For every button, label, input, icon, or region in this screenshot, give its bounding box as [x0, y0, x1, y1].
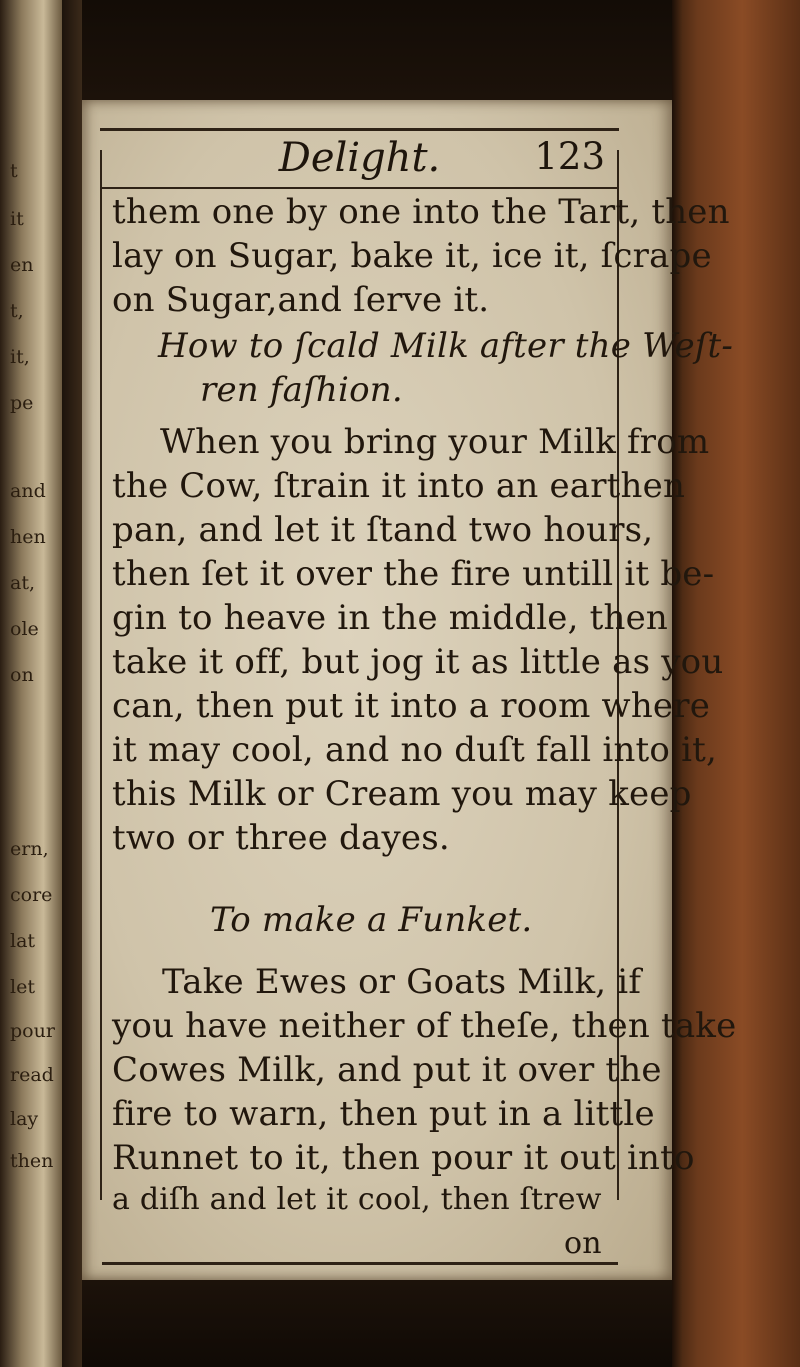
text-line: this Milk or Cream you may keep: [112, 774, 692, 814]
fragment: lat: [10, 930, 36, 952]
fragment: pe: [10, 392, 34, 414]
fragment: and: [10, 480, 46, 502]
fragment: on: [10, 664, 34, 686]
top-shadow: [82, 0, 672, 100]
fragment: core: [10, 884, 53, 906]
fragment: t,: [10, 300, 24, 322]
page-number: 123: [534, 135, 605, 178]
fragment: read: [10, 1064, 54, 1086]
fragment: t: [10, 160, 18, 182]
text-line: a diſh and let it cool, then ſtrew: [112, 1182, 602, 1217]
fragment: hen: [10, 526, 46, 548]
fragment: let: [10, 976, 35, 998]
footer-rule: [102, 1262, 618, 1265]
bottom-shadow: [82, 1280, 672, 1367]
fragment: then: [10, 1150, 54, 1172]
fragment: ern,: [10, 838, 49, 860]
text-line: Runnet to it, then pour it out into: [112, 1138, 695, 1178]
text-line: can, then put it into a room where: [112, 686, 711, 726]
section-heading: ren faſhion.: [200, 370, 403, 410]
text-line: Take Ewes or Goats Milk, if: [162, 962, 642, 1002]
book-spine: [62, 0, 82, 1367]
text-line: on Sugar,and ſerve it.: [112, 280, 490, 320]
fragment: ole: [10, 618, 39, 640]
text-line: them one by one into the Tart, then: [112, 192, 730, 232]
text-line: it may cool, and no duſt fall into it,: [112, 730, 718, 770]
text-line: the Cow, ſtrain it into an earthen: [112, 466, 686, 506]
fragment: it: [10, 208, 24, 230]
text-line: lay on Sugar, bake it, ice it, ſcrape: [112, 236, 712, 276]
fragment: it,: [10, 346, 30, 368]
text-line: you have neither of theſe, then take: [112, 1006, 737, 1046]
text-line: take it off, but jog it as little as you: [112, 642, 724, 682]
text-line: gin to heave in the middle, then: [112, 598, 669, 638]
text-line: two or three dayes.: [112, 818, 450, 858]
fragment: en: [10, 254, 34, 276]
left-page-fragments: [0, 0, 62, 1367]
fragment: at,: [10, 572, 36, 594]
catchword: on: [564, 1226, 602, 1261]
text-line: fire to warn, then put in a little: [112, 1094, 655, 1134]
running-head: Delight.: [278, 135, 441, 181]
fragment: pour: [10, 1020, 55, 1042]
text-line: When you bring your Milk from: [160, 422, 710, 462]
section-heading: How to ſcald Milk after the Weſt-: [158, 326, 734, 366]
fragment: lay: [10, 1108, 39, 1130]
text-line: then ſet it over the fire untill it be-: [112, 554, 715, 594]
section-heading: To make a Funket.: [210, 900, 533, 940]
text-line: Cowes Milk, and put it over the: [112, 1050, 662, 1090]
text-line: pan, and let it ſtand two hours,: [112, 510, 654, 550]
